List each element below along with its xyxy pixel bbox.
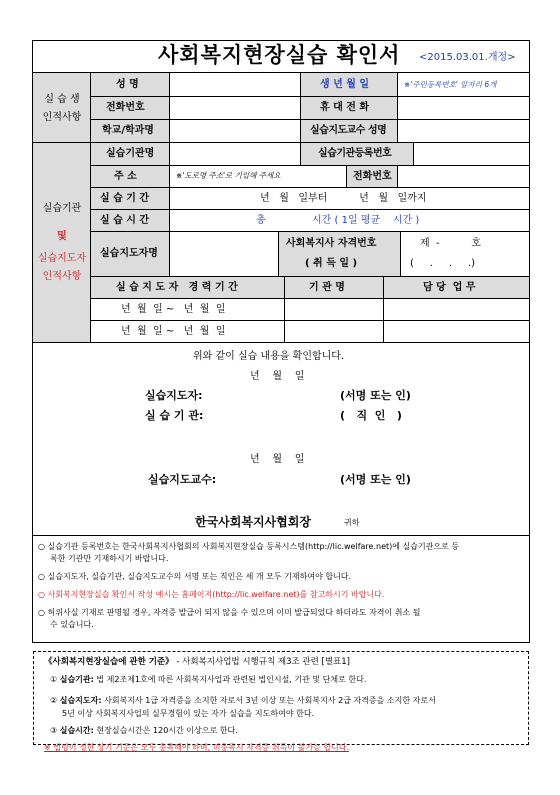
note-4: ○ 허위사실 기재로 판명될 경우, 자격증 발급이 되지 않을 수 있으며 이미 발급되었다 하더라도 자격이 취소 될 수 있습니다.	[38, 608, 421, 629]
confirm-date-1[interactable]: 년 월 일	[250, 371, 305, 382]
standards-warning: ※ 법령이 정한 상기 기준은 모두 충족해야 하며, 미충족시 자격증 취득이 불가능 합니다.	[44, 743, 350, 752]
career-duty-2[interactable]	[384, 321, 529, 342]
career-row-1[interactable]: 년 월 일 ~ 년 월 일	[121, 304, 226, 315]
section-institution-label: 실습기관 및 실습지도자 인적사항	[37, 203, 87, 282]
confirm-institution-seal[interactable]: ( 직 인 )	[340, 409, 402, 422]
section-student-label: 실 습 생 인적사항	[42, 94, 82, 123]
mobile-field[interactable]	[398, 97, 529, 119]
period-label: 실 습 기 간	[100, 193, 150, 204]
supervisor-name-label: 실습지도자명	[100, 248, 158, 259]
professor-name-label: 실습지도교수 성명	[310, 125, 387, 136]
period-value[interactable]: 년 월 일부터 년 월 일까지	[260, 193, 427, 204]
license-number[interactable]: 제 - 호	[420, 238, 482, 249]
note-2: ○ 실습지도자, 실습기관, 실습지도교수의 서명 또는 직인은 세 개 모두 기재하여야 합니다.	[38, 572, 352, 581]
address-note: ※'도로명 주소'로 기입해 주세요	[176, 171, 281, 180]
name-field[interactable]	[170, 73, 300, 96]
supervisor-name-field[interactable]	[170, 232, 278, 276]
career-org-1[interactable]	[285, 299, 383, 320]
school-label: 학교/학과명	[102, 125, 154, 136]
hours-average[interactable]: 시간 ( 1일 평균 시간 )	[312, 215, 420, 226]
confirm-institution-label: 실 습 기 관:	[145, 409, 204, 422]
institution-name-field[interactable]	[170, 143, 300, 165]
org-label: 기 관 명	[309, 282, 345, 293]
association-name: 한국사회복지사협회장	[195, 515, 311, 529]
form-title: 사회복지현장실습 확인서	[158, 43, 401, 67]
institution-phone-field[interactable]	[398, 166, 529, 187]
career-duty-1[interactable]	[384, 299, 529, 320]
version-label: <2015.03.01.개정>	[419, 52, 516, 63]
standards-item-1: ① 실습기관: 법 제2조제1호에 따른 사회복지사업과 관련된 법인시설, 기관 및 단체로 한다.	[50, 675, 367, 684]
confirm-supervisor-sign[interactable]: (서명 또는 인)	[340, 389, 411, 402]
institution-reg-label: 실습기관등록번호	[318, 148, 392, 159]
career-row-2[interactable]: 년 월 일 ~ 년 월 일	[121, 326, 226, 337]
institution-name-label: 실습기관명	[106, 148, 155, 159]
confirm-professor-sign[interactable]: (서명 또는 인)	[340, 473, 411, 486]
career-label: 실 습 지 도 자 경 력 기 간	[116, 282, 238, 293]
note-1: ○ 실습기관 등록번호는 한국사회복지사협회의 사회복지현장실습 등록시스템(http://lic.welfare.net)에 실습기관으로 등 록한 기관만 기재하시기 바랍니다.	[38, 542, 460, 563]
standards-item-2: ② 실습지도자: 사회복지사 1급 자격증을 소지한 자로서 3년 이상 또는 사회복지사 2급 자격증을 소지한 자로서 5년 이상 사회복지사업의 실무경험이 있는 자가 실습을 지도하여야 한다.	[50, 696, 436, 718]
institution-reg-field[interactable]	[414, 143, 529, 165]
career-org-2[interactable]	[285, 321, 383, 342]
institution-phone-label: 전화번호	[353, 171, 392, 182]
hours-label: 실 습 시 간	[100, 215, 150, 226]
name-label: 성 명	[116, 79, 139, 90]
license-date[interactable]: ( . . .)	[410, 258, 476, 269]
confirm-supervisor-label: 실습지도자:	[145, 389, 203, 402]
address-label: 주 소	[114, 171, 137, 182]
note-3: ○ 사회복지현장실습 확인서 작성 예시는 홈페이지(http://lic.welfare.net)를 참고하시기 바랍니다.	[38, 590, 385, 599]
birth-note: ※'주민등록번호' 앞자리 6개	[404, 80, 497, 89]
license-date-label: ( 취 득 일 )	[305, 258, 358, 269]
phone-label: 전화번호	[106, 102, 145, 113]
confirm-statement: 위와 같이 실습 내용을 확인합니다.	[193, 351, 345, 362]
confirm-date-2[interactable]: 년 월 일	[250, 454, 305, 465]
association-suffix: 귀하	[344, 518, 360, 527]
phone-field[interactable]	[170, 97, 300, 119]
license-label: 사회복지사 자격번호	[286, 238, 377, 249]
school-field[interactable]	[170, 120, 300, 142]
birth-label: 생 년 월 일	[320, 79, 370, 90]
standards-heading: 《사회복지현장실습에 관한 기준》 - 사회복지사업법 시행규칙 제3조 관련 [별표1]	[44, 657, 350, 667]
mobile-label: 휴 대 전 화	[320, 102, 370, 113]
standards-item-3: ③ 실습시간: 현장실습시간은 120시간 이상으로 한다.	[50, 726, 238, 735]
hours-total[interactable]: 총	[256, 215, 266, 226]
confirm-professor-label: 실습지도교수:	[148, 473, 217, 486]
duty-label: 담 당 업 무	[423, 282, 476, 293]
professor-name-field[interactable]	[398, 120, 529, 142]
